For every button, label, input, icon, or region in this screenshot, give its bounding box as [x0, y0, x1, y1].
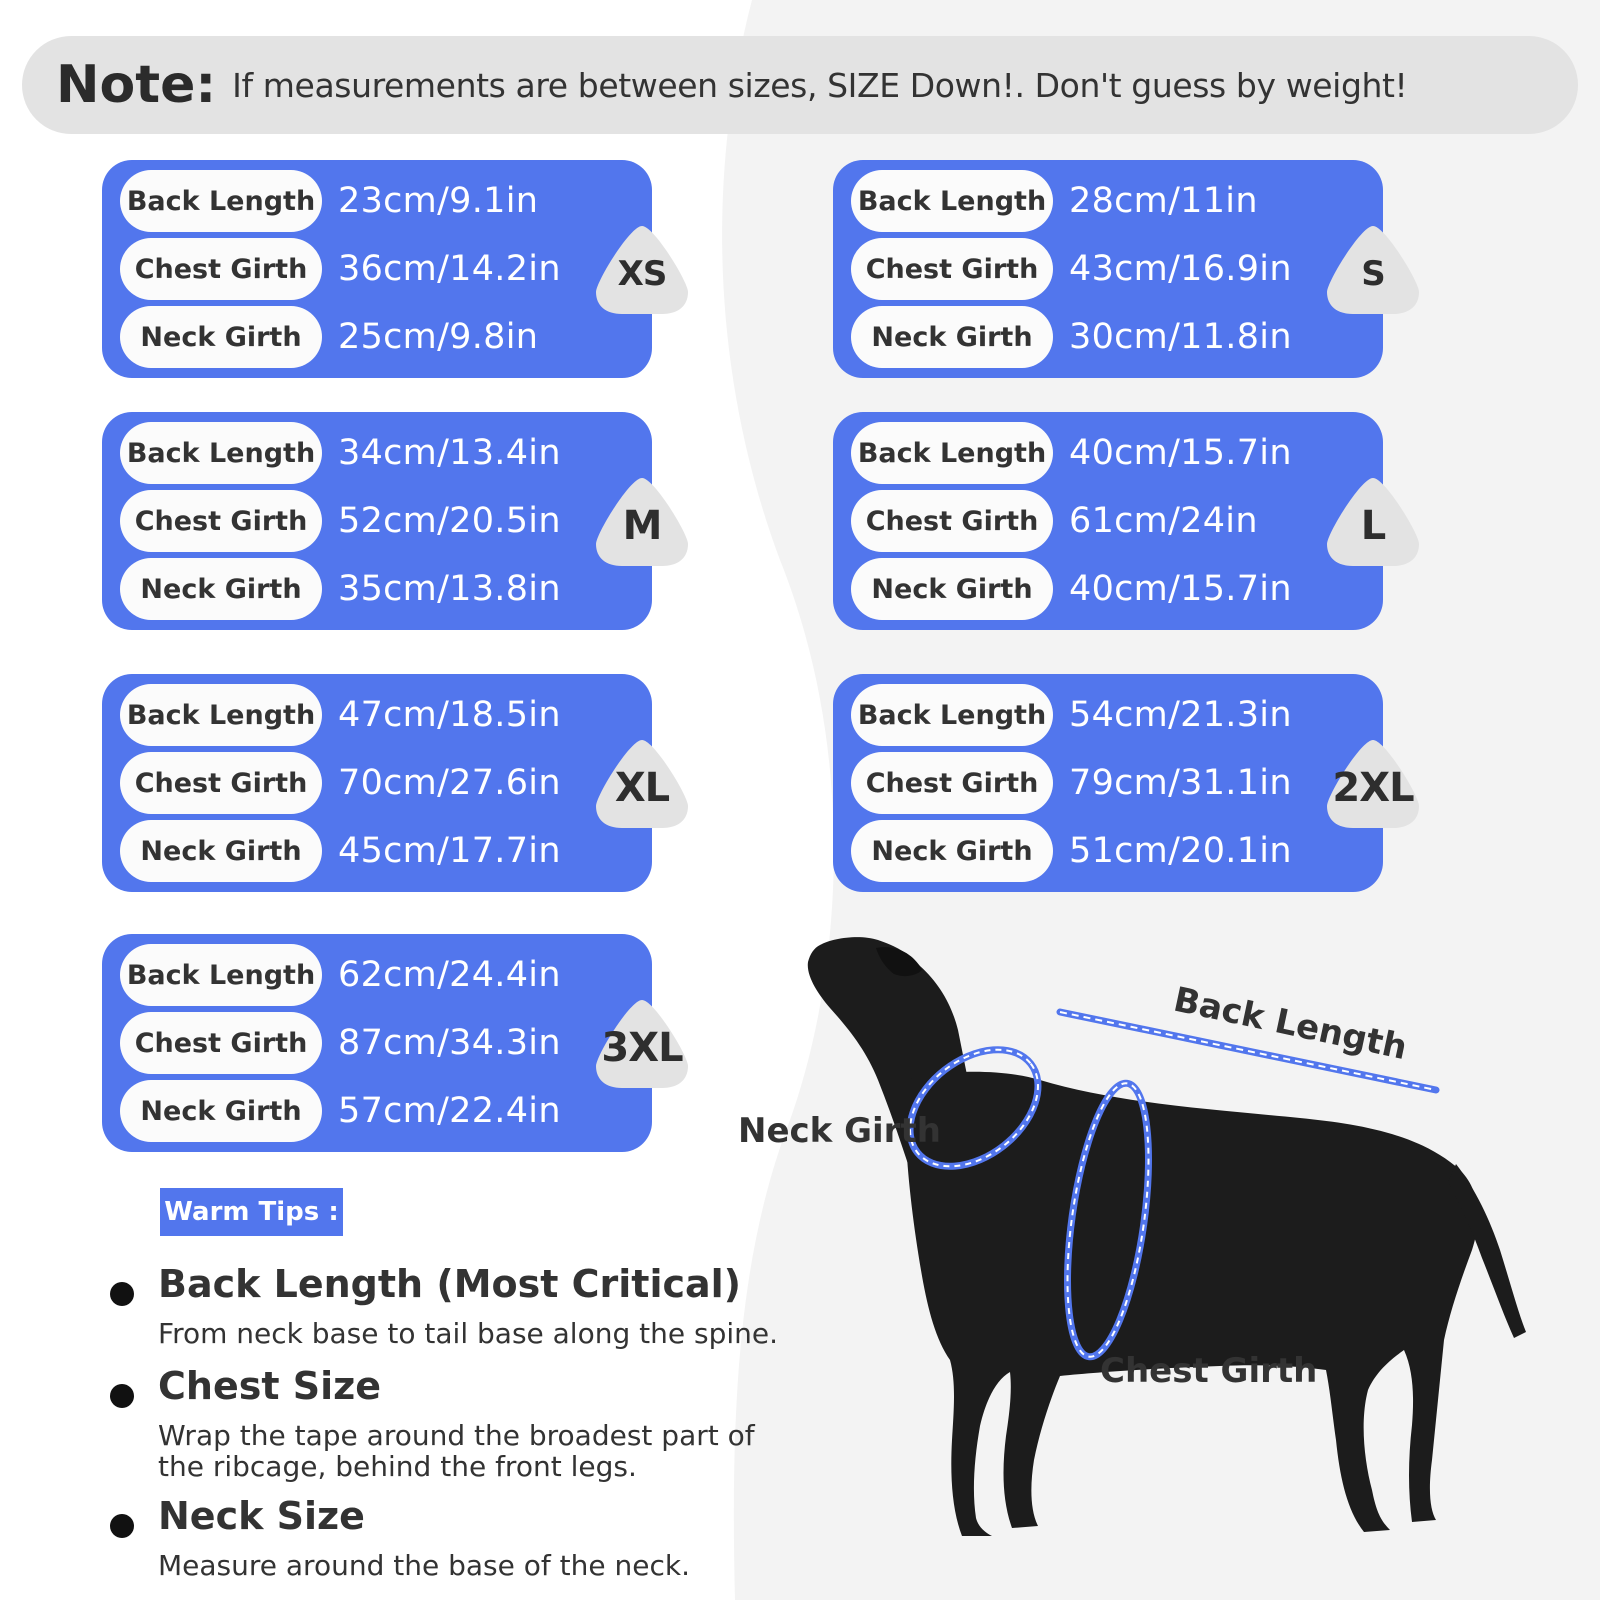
note-text: If measurements are between sizes, SIZE Down!. Don't guess by weight!: [232, 65, 1408, 105]
size-card-m: [102, 412, 662, 630]
back-length-value: 40cm/15.7in: [1069, 433, 1292, 473]
size-card-s: [833, 160, 1383, 378]
size-badge-l: [1323, 472, 1423, 572]
dog-measurement-diagram: [700, 920, 1600, 1600]
back-length-label: Back Length: [120, 422, 322, 484]
size-card-xs: [102, 160, 667, 378]
back-length-value: 28cm/11in: [1069, 181, 1258, 221]
neck-girth-value: 25cm/9.8in: [338, 317, 539, 357]
size-badge-3xl: [592, 994, 692, 1094]
back-length-value: 23cm/9.1in: [338, 181, 539, 221]
neck-girth-label: Neck Girth: [120, 558, 322, 620]
note-banner: [22, 36, 1578, 134]
chest-girth-value: 87cm/34.3in: [338, 1023, 561, 1063]
neck-girth-label: Neck Girth: [851, 820, 1053, 882]
bullet-icon: [110, 1282, 134, 1306]
size-badge-text: S: [1361, 254, 1385, 294]
tip-title: Neck Size: [158, 1494, 365, 1538]
bullet-icon: [110, 1514, 134, 1538]
chest-girth-value: 61cm/24in: [1069, 501, 1258, 541]
size-badge-text: L: [1360, 503, 1386, 549]
back-length-value: 47cm/18.5in: [338, 695, 561, 735]
neck-girth-value: 40cm/15.7in: [1069, 569, 1292, 609]
chest-girth-diagram-label: Chest Girth: [1100, 1351, 1318, 1391]
neck-girth-label: Neck Girth: [851, 306, 1053, 368]
tip-body: Measure around the base of the neck.: [158, 1549, 690, 1582]
neck-girth-label: Neck Girth: [851, 558, 1053, 620]
back-length-label: Back Length: [851, 684, 1053, 746]
size-badge-xl: [592, 734, 692, 834]
back-length-value: 34cm/13.4in: [338, 433, 561, 473]
chest-girth-value: 52cm/20.5in: [338, 501, 561, 541]
neck-girth-value: 45cm/17.7in: [338, 831, 561, 871]
size-badge-2xl: [1323, 734, 1423, 834]
neck-girth-label: Neck Girth: [120, 1080, 322, 1142]
chest-girth-label: Chest Girth: [120, 1012, 322, 1074]
neck-girth-value: 35cm/13.8in: [338, 569, 561, 609]
neck-girth-value: 57cm/22.4in: [338, 1091, 561, 1131]
size-badge-text: M: [622, 503, 662, 549]
size-card-l: [833, 412, 1386, 630]
back-length-label: Back Length: [851, 422, 1053, 484]
size-badge-m: [592, 472, 692, 572]
size-badge-text: XL: [614, 765, 670, 811]
tip-body: From neck base to tail base along the spine.: [158, 1317, 779, 1350]
tip-body: Wrap the tape around the broadest part of the ribcage, behind the front legs.: [158, 1419, 755, 1483]
back-length-diagram-label: Back Length: [1170, 979, 1411, 1069]
back-length-value: 62cm/24.4in: [338, 955, 561, 995]
back-length-label: Back Length: [120, 170, 322, 232]
size-badge-text: 2XL: [1332, 765, 1414, 811]
neck-girth-label: Neck Girth: [120, 820, 322, 882]
back-length-label: Back Length: [120, 684, 322, 746]
chest-girth-label: Chest Girth: [120, 238, 322, 300]
back-length-label: Back Length: [120, 944, 322, 1006]
chest-girth-value: 43cm/16.9in: [1069, 249, 1292, 289]
chest-girth-label: Chest Girth: [120, 490, 322, 552]
neck-girth-label: Neck Girth: [120, 306, 322, 368]
size-badge-xs: [592, 220, 692, 320]
size-card-xl: [102, 674, 670, 892]
bullet-icon: [110, 1384, 134, 1408]
chest-girth-value: 70cm/27.6in: [338, 763, 561, 803]
size-badge-text: 3XL: [601, 1025, 683, 1071]
chest-girth-label: Chest Girth: [851, 490, 1053, 552]
chest-girth-label: Chest Girth: [851, 752, 1053, 814]
neck-girth-diagram-label: Neck Girth: [738, 1111, 941, 1151]
back-length-label: Back Length: [851, 170, 1053, 232]
note-label: Note:: [56, 55, 217, 115]
chest-girth-label: Chest Girth: [851, 238, 1053, 300]
size-card-3xl: [102, 934, 683, 1152]
tip-title: Chest Size: [158, 1364, 382, 1408]
back-length-value: 54cm/21.3in: [1069, 695, 1292, 735]
chest-girth-value: 79cm/31.1in: [1069, 763, 1292, 803]
chest-girth-label: Chest Girth: [120, 752, 322, 814]
size-badge-s: [1323, 220, 1423, 320]
chest-girth-value: 36cm/14.2in: [338, 249, 561, 289]
warm-tips-label: Warm Tips :: [160, 1188, 343, 1236]
tip-title: Back Length (Most Critical): [158, 1262, 742, 1306]
size-badge-text: XS: [617, 254, 667, 294]
neck-girth-value: 30cm/11.8in: [1069, 317, 1292, 357]
dog-silhouette: [808, 937, 1526, 1536]
size-card-2xl: [833, 674, 1414, 892]
neck-girth-value: 51cm/20.1in: [1069, 831, 1292, 871]
